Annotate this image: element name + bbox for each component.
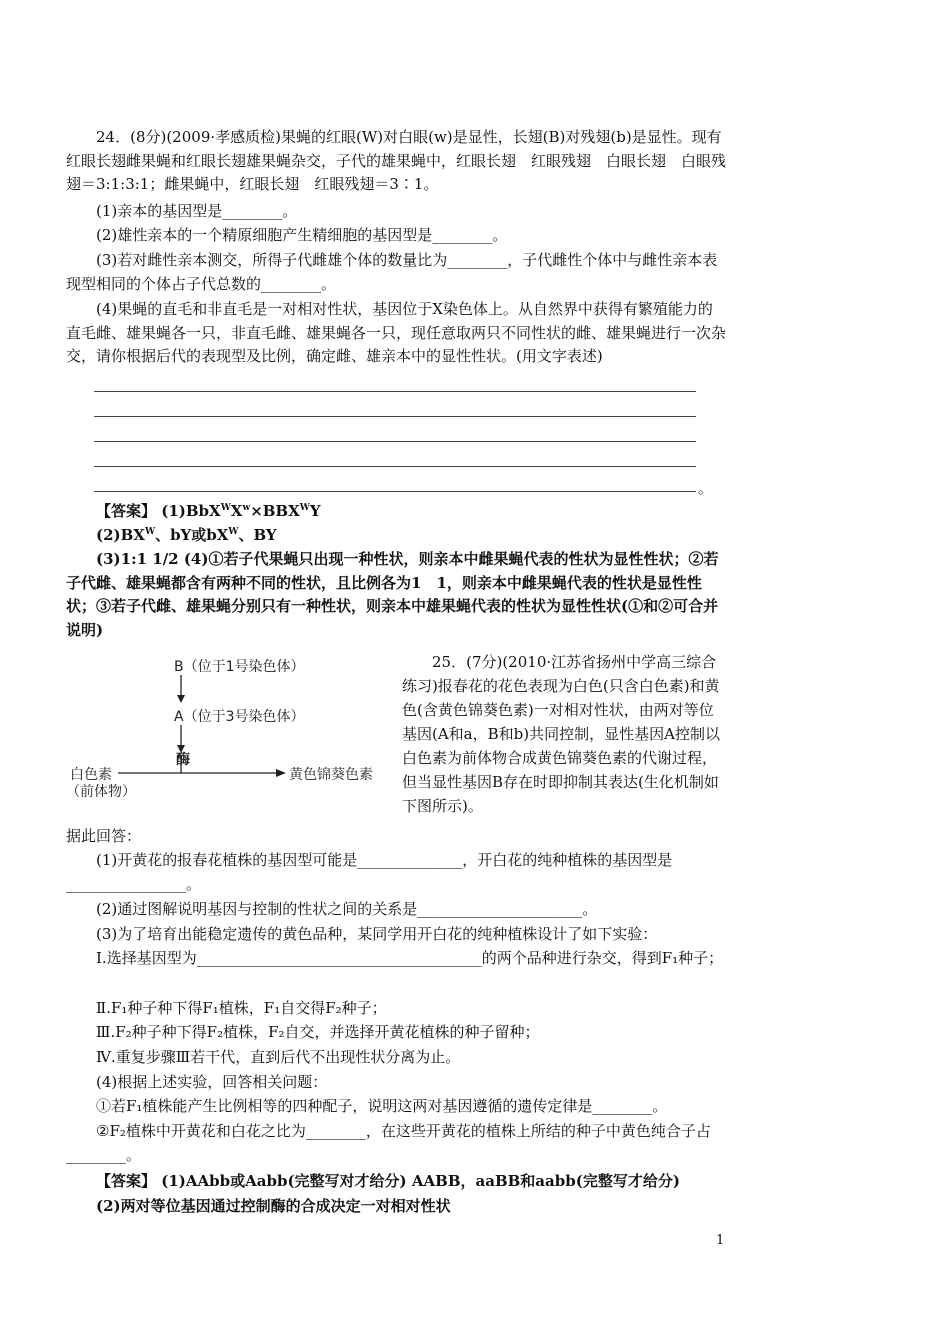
answer-line-2 [94, 416, 696, 417]
q25-step1: Ⅰ.选择基因型为______________________________________的两个品种进行杂交，得到F₁种子； [96, 949, 724, 967]
q25-part4-1: ①若F₁植株能产生比例相等的四种配子，说明这两对基因遵循的遗传定律是________。 [96, 1097, 668, 1115]
q25-answer-2: (2)两对等位基因通过控制酶的合成决定一对相对性状 [96, 1197, 451, 1215]
q25-lead: 据此回答： [66, 827, 142, 845]
page-number: 1 [716, 1233, 725, 1248]
q25-answer-label: 【答案】 [96, 1172, 157, 1190]
q25-part4-2: ②F₂植株中开黄花和白花之比为________，在这些开黄花的植株上所结的种子中黄色纯合子占________。 [66, 1122, 711, 1164]
q25-part1: (1)开黄花的报春花植株的基因型可能是______________，开白花的纯种植株的基因型是________________。 [66, 851, 673, 893]
q24-answer-1: 【答案】 $(1)BbX^WX^w\times BBX^WY$ [96, 502, 321, 520]
product-label: 黄色锦葵色素 [289, 767, 373, 783]
q24-part3: (3)若对雌性亲本测交，所得子代雌雄个体的数量比为________，子代雌性个体中与雌性亲本表现型相同的个体占子代总数的________。 [66, 251, 718, 293]
answer-line-5 [94, 491, 696, 492]
answer-line-4 [94, 466, 696, 467]
arrow-b-to-a-head [177, 695, 185, 703]
biochemical-pathway-diagram [66, 653, 406, 803]
q25-step4: Ⅳ.重复步骤Ⅲ若干代，直到后代不出现性状分离为止。 [96, 1048, 461, 1066]
q24-answer-3: (3)1:1 1/2 (4)①若子代果蝇只出现一种性状，则亲本中雌果蝇代表的性状为显性性状；②若子代雌、雄果蝇都含有两种不同的性状，且比例各为1 1，则亲本中雌果蝇代表的性状是显性性状；③若子代雌、雄果蝇分别只有一种性状，则亲本中雄果蝇代表的性状为显性性状(①和②可合并说明) [66, 550, 719, 639]
answer-line-1 [94, 391, 696, 392]
q24-part1: (1)亲本的基因型是________。 [96, 202, 298, 220]
q25-part4: (4)根据上述实验，回答相关问题： [96, 1073, 328, 1091]
q24-answer-2: $(2)BX^W$、bY或$bX^W$、BY [96, 526, 277, 544]
q25-part2: (2)通过图解说明基因与控制的性状之间的关系是______________________。 [96, 900, 598, 918]
answer-line-3 [94, 441, 696, 442]
q24-part2: (2)雄性亲本的一个精原细胞产生精细胞的基因型是________。 [96, 226, 508, 244]
q24-answer-label: 【答案】 [96, 502, 157, 520]
precursor-sub-label: （前体物） [66, 784, 136, 800]
q25-part3: (3)为了培育出能稳定遗传的黄色品种，某同学用开白花的纯种植株设计了如下实验： [96, 925, 658, 943]
gene-b-label: B（位于1号染色体） [174, 659, 305, 675]
precursor-label: 白色素 [70, 767, 112, 783]
q24-part4: (4)果蝇的直毛和非直毛是一对相对性状，基因位于X染色体上。从自然界中获得有繁殖能力的直毛雌、雄果蝇各一只，非直毛雌、雄果蝇各一只，现任意取两只不同性状的雌、雄果蝇进行一次杂交，请你根据后代的表现型及比例，确定雌、雄亲本中的显性性状。(用文字表述) [66, 300, 727, 365]
q25-step2: Ⅱ.F₁种子种下得F₁植株，F₁自交得F₂种子； [96, 999, 387, 1017]
q25-stem: 25．(7分)(2010·江苏省扬州中学高三综合练习)报春花的花色表现为白色(只含白色素)和黄色(含黄色锦葵色素)一对相对性状，由两对等位基因(A和a，B和b)共同控制，显性基因A控制以白色素为前体物合成黄色锦葵色素的代谢过程，但当显性基因B存在时即抑制其表达(生化机制如下图所示)。 [402, 653, 720, 815]
q25-step3: Ⅲ.F₂种子种下得F₂植株，F₂自交，并选择开黄花植株的种子留种； [96, 1023, 540, 1041]
answer-lines-period: 。 [698, 479, 714, 497]
q25-answer-1: 【答案】 (1)AAbb或Aabb(完整写对才给分) AABB，aaBB和aabb(完整写才给分) [96, 1172, 680, 1190]
gene-a-label: A（位于3号染色体） [174, 709, 305, 725]
q24-stem: 24．(8分)(2009·孝感质检)果蝇的红眼(W)对白眼(w)是显性，长翅(B)对残翅(b)是显性。现有红眼长翅雌果蝇和红眼长翅雄果蝇杂交，子代的雄果蝇中，红眼长翅 红眼残翅 白眼长翅 白眼残翅＝3:1:3:1；雌果蝇中，红眼长翅 红眼残翅＝3∶1。 [66, 128, 727, 193]
enzyme-label: 酶 [176, 752, 190, 768]
arrow-reaction-head [276, 769, 286, 777]
